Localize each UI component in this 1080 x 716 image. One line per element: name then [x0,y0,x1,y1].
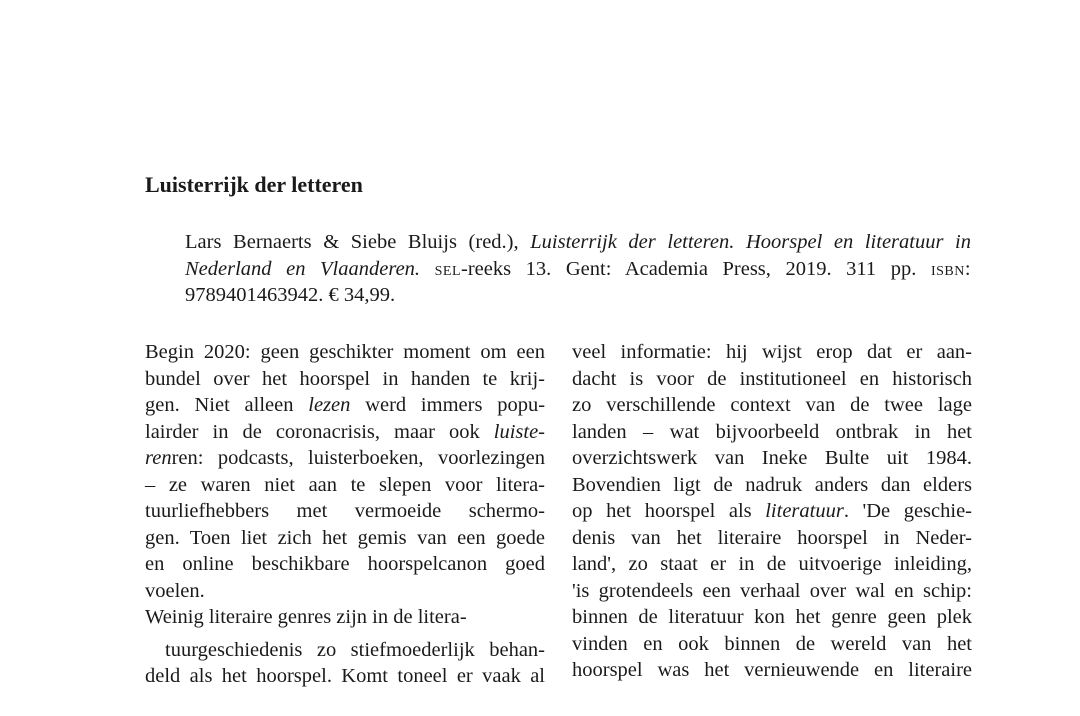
body-line: Bovendien ligt de nadruk anders dan elders [572,472,972,499]
emphasis-luisteren: luiste- [494,421,545,443]
body-line: op het hoorspel als literatuur. 'De geschie- [572,498,972,525]
emphasis-literatuur: literatuur [765,500,844,522]
citation-line-3 [185,282,971,309]
citation-series-abbr: sel [435,258,461,280]
body-line: Weinig literaire genres zijn in de litera- [145,604,545,631]
body-line: denis van het literaire hoorspel in Neder- [572,525,972,552]
book-citation [185,229,971,309]
body-line [145,445,545,472]
body-line: 'is grotendeels een verhaal over wal en schip: [572,578,972,605]
body-line: veel informatie: hij wijst erop dat er aan- [572,339,972,366]
body-line [145,690,545,716]
body-line: gen. Toen liet zich het gemis van een goede [145,525,545,552]
citation-isbn-price: 9789401463942. € 34,99. [185,284,395,306]
body-line-rest: ren: podcasts, luisterboeken, voorlezingen [172,447,545,469]
body-line: voelen. [145,578,545,605]
body-line: hoorspel was het vernieuwende en literaire [572,657,972,684]
body-line: tuurgeschiedenis zo stiefmoederlijk behan- [145,637,545,664]
body-line: deld als het hoorspel. Komt toneel er vaak al [145,663,545,690]
body-line: land', zo staat er in de uitvoerige inleiding, [572,551,972,578]
left-column [145,339,545,716]
body-line: lairder in de coronacrisis, maar ook luiste- [145,419,545,446]
citation-book-title: Luisterrijk der letteren. Hoorspel en literatuur in [530,231,971,253]
body-line: dacht is voor de institutioneel en historisch [572,366,972,393]
citation-line-2 [185,256,971,283]
right-column [572,339,972,684]
citation-isbn-label: isbn: [931,258,971,280]
citation-line-1 [185,229,971,256]
emphasis-lezen: lezen [308,394,350,416]
body-line: overzichtswerk van Ineke Bulte uit 1984. [572,445,972,472]
body-line: en online beschikbare hoorspelcanon goed [145,551,545,578]
body-line: landen – wat bijvoorbeeld ontbrak in het [572,419,972,446]
body-line: vinden en ook binnen de wereld van het [572,631,972,658]
citation-book-title-cont: Nederland en Vlaanderen. [185,258,420,280]
body-line: zo verschillende context van de twee lage [572,392,972,419]
body-line: binnen de literatuur kon het genre geen plek [572,604,972,631]
emphasis-luisteren-cont: ren [145,447,172,469]
body-line: bundel over het hoorspel in handen te krij- [145,366,545,393]
body-line: – ze waren niet aan te slepen voor litera- [145,472,545,499]
article-title: Luisterrijk der letteren [145,170,363,200]
body-line: Begin 2020: geen geschikter moment om een [145,339,545,366]
citation-authors: Lars Bernaerts & Siebe Bluijs (red.), [185,231,519,253]
body-line: gen. Niet alleen lezen werd immers popu- [145,392,545,419]
body-line: tuurliefhebbers met vermoeide schermo- [145,498,545,525]
citation-publisher: -reeks 13. Gent: Academia Press, 2019. 311 pp. [461,258,916,280]
